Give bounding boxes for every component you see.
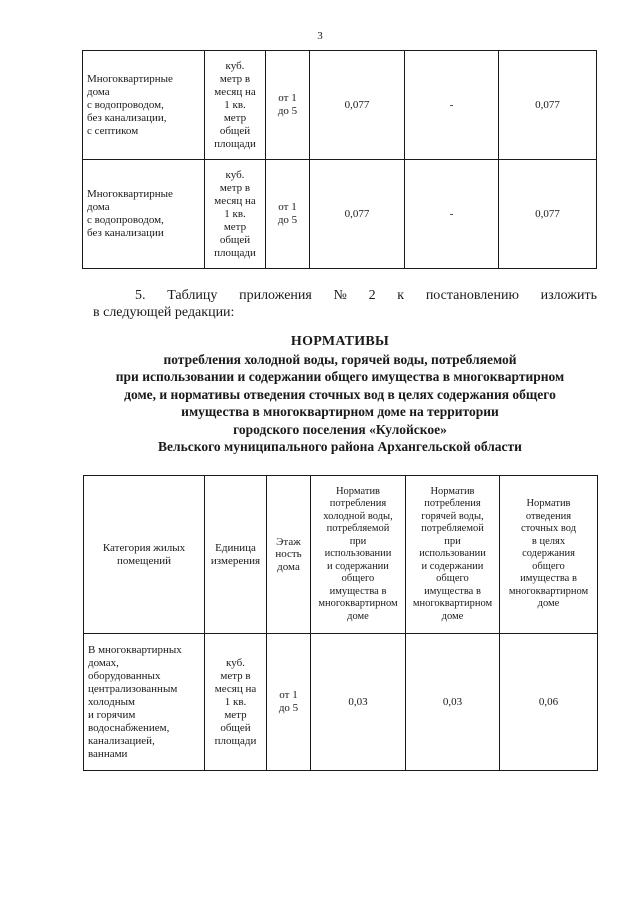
unit-cell: куб. метр в месяц на 1 кв. метр общей площади [205,51,266,160]
norms-heading [70,333,610,456]
hot-water-cell: - [405,160,499,269]
floors-cell: от 1 до 5 [266,160,310,269]
heading-title: НОРМАТИВЫ [290,334,390,349]
category-cell: Многоквартирные дома с водопроводом, без канализации [83,160,205,269]
cold-water-cell: 0,03 [311,634,406,771]
floors-cell: от 1 до 5 [267,634,311,771]
paragraph-word: изложить [540,288,597,303]
header-floors: Этаж ность дома [267,476,311,634]
norms-table [83,475,598,771]
heading-line: при использовании и содержании общего имущества в многоквартирном [115,369,565,384]
paragraph-line-2: в следующей редакции: [93,305,235,320]
unit-cell: куб. метр в месяц на 1 кв. метр общей площади [205,160,266,269]
table-row [84,634,598,771]
paragraph-word: Таблицу [167,288,218,303]
header-cold-water: Норматив потребления холодной воды, потребляемой при использовании и содержании общего имущества в многоквартирном доме [311,476,406,634]
header-wastewater: Норматив отведения сточных вод в целях содержания общего имущества в многоквартирном доме [500,476,598,634]
category-cell: Многоквартирные дома с водопроводом, без канализации, с септиком [83,51,205,160]
header-unit: Единица измерения [205,476,267,634]
floors-cell: от 1 до 5 [266,51,310,160]
wastewater-cell: 0,077 [499,160,597,269]
cold-water-cell: 0,077 [310,160,405,269]
heading-line: Вельского муниципального района Архангельской области [158,439,522,454]
cold-water-cell: 0,077 [310,51,405,160]
header-hot-water: Норматив потребления горячей воды, потребляемой при использовании и содержании общего имущества в многоквартирном доме [406,476,500,634]
paragraph-5 [93,287,597,321]
header-category: Категория жилых помещений [84,476,205,634]
norms-table-continued [82,50,597,269]
table-row [83,51,597,160]
page-number: 3 [317,30,323,42]
paragraph-word: к [397,288,405,303]
paragraph-word: 5. [135,288,146,303]
hot-water-cell: 0,03 [406,634,500,771]
table-header-row [84,476,598,634]
table-row [83,160,597,269]
paragraph-line-1 [93,287,597,304]
heading-line: доме, и нормативы отведения сточных вод в целях содержания общего [124,386,556,402]
unit-cell: куб. метр в месяц на 1 кв. метр общей площади [205,634,267,771]
heading-line: городского поселения «Кулойское» [233,421,447,437]
heading-line: потребления холодной воды, горячей воды, потребляемой [163,351,517,367]
hot-water-cell: - [405,51,499,160]
paragraph-word: № [333,288,347,303]
wastewater-cell: 0,077 [499,51,597,160]
paragraph-word: 2 [368,288,376,303]
heading-line: имущества в многоквартирном доме на территории [181,404,499,419]
wastewater-cell: 0,06 [500,634,598,771]
paragraph-word: постановлению [425,288,519,303]
paragraph-word: приложения [239,288,312,303]
category-cell: В многоквартирных домах, оборудованных централизованным холодным и горячим водоснабжением, канализацией, ваннами [84,634,205,771]
